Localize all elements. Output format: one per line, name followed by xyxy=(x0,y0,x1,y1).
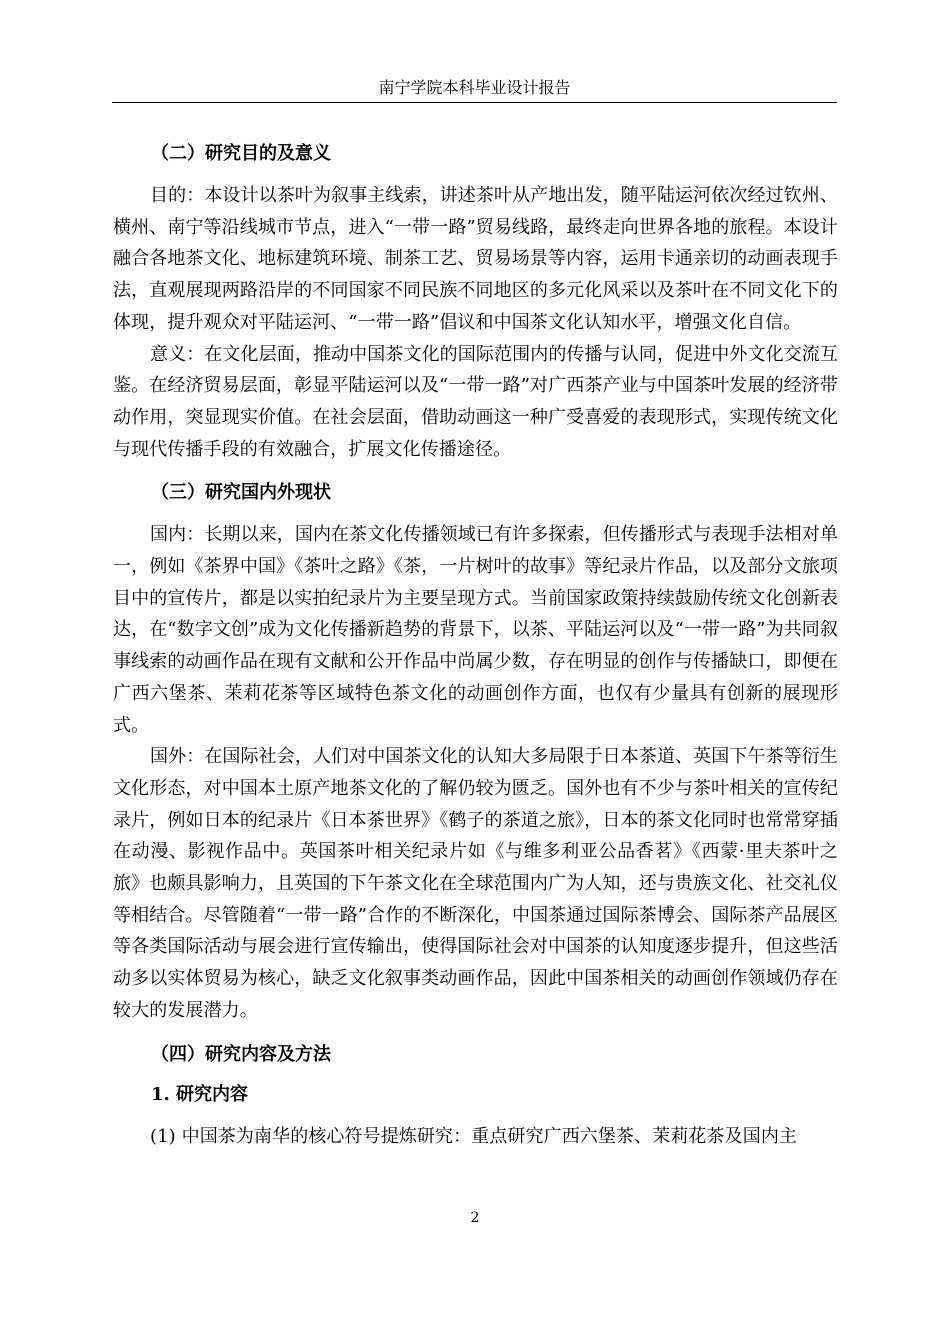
paragraph-domestic-status: 国内：长期以来，国内在茶文化传播领域已有许多探索，但传播形式与表现手法相对单一，例如《茶界中国》《茶叶之路》《茶，一片树叶的故事》等纪录片作品，以及部分文旅项目中的宣传片，都是以实拍纪录片为主要呈现方式。当前国家政策持续鼓励传统文化创新表达，在“数字文创”成为文化传播新趋势的背景下，以茶、平陆运河以及“一带一路”为共同叙事线索的动画作品在现有文献和公开作品中尚属少数，存在明显的创作与传播缺口，即便在广西六堡茶、茉莉花茶等区域特色茶文化的动画创作方面，也仅有少量具有创新的展现形式。 xyxy=(113,524,839,736)
section-heading-content: （四）研究内容及方法 xyxy=(151,1043,331,1065)
subsection-heading-content: 1. 研究内容 xyxy=(151,1083,249,1105)
section-heading-status: （三）研究国内外现状 xyxy=(151,482,331,504)
header-title: 南宁学院本科毕业设计报告 xyxy=(378,78,571,97)
page-number: 2 xyxy=(470,1210,480,1226)
paragraph-foreign-status: 国外：在国际社会，人们对中国茶文化的认知大多局限于日本茶道、英国下午茶等衍生文化形态，对中国本土原产地茶文化的了解仍较为匮乏。国外也有不少与茶叶相关的宣传纪录片，例如日本的纪录片《日本茶世界》《鹤子的茶道之旅》，日本的茶文化同时也常常穿插在动漫、影视作品中。英国茶叶相关纪录片如《与维多利亚公品香茗》《西蒙·里夫茶叶之旅》也颇具影响力，且英国的下午茶文化在全球范围内广为人知，还与贵族文化、社交礼仪等相结合。尽管随着“一带一路”合作的不断深化，中国茶通过国际茶博会、国际茶产品展区等各类国际活动与展会进行宣传输出，使得国际社会对中国茶的认知度逐步提升，但这些活动多以实体贸易为核心，缺乏文化叙事类动画作品，因此中国茶相关的动画创作领域仍存在较大的发展潜力。 xyxy=(113,746,838,1021)
paragraph-purpose: 目的：本设计以茶叶为叙事主线索，讲述茶叶从产地出发，随平陆运河依次经过钦州、横州、南宁等沿线城市节点，进入“一带一路”贸易线路，最终走向世界各地的旅程。本设计融合各地茶文化、地标建筑环境、制茶工艺、贸易场景等内容，运用卡通亲切的动画表现手法，直观展现两路沿岸的不同国家不同民族不同地区的多元化风采以及茶叶在不同文化下的体现，提升观众对平陆运河、“一带一路”倡议和中国茶文化认知水平，增强文化自信。 xyxy=(113,185,838,333)
paragraph-content-item-1: (1) 中国茶为南华的核心符号提炼研究：重点研究广西六堡茶、茉莉花茶及国内主 xyxy=(150,1125,798,1147)
page-header xyxy=(112,72,837,103)
paragraph-significance: 意义：在文化层面，推动中国茶文化的国际范围内的传播与认同，促进中外文化交流互鉴。在经济贸易层面，彰显平陆运河以及“一带一路”对广西茶产业与中国茶叶发展的经济带动作用，突显现实价值。在社会层面，借助动画这一种广受喜爱的表现形式，实现传统文化与现代传播手段的有效融合，扩展文化传播途径。 xyxy=(113,343,838,460)
section-heading-purpose: （二）研究目的及意义 xyxy=(151,143,331,164)
document-body xyxy=(113,140,838,1152)
